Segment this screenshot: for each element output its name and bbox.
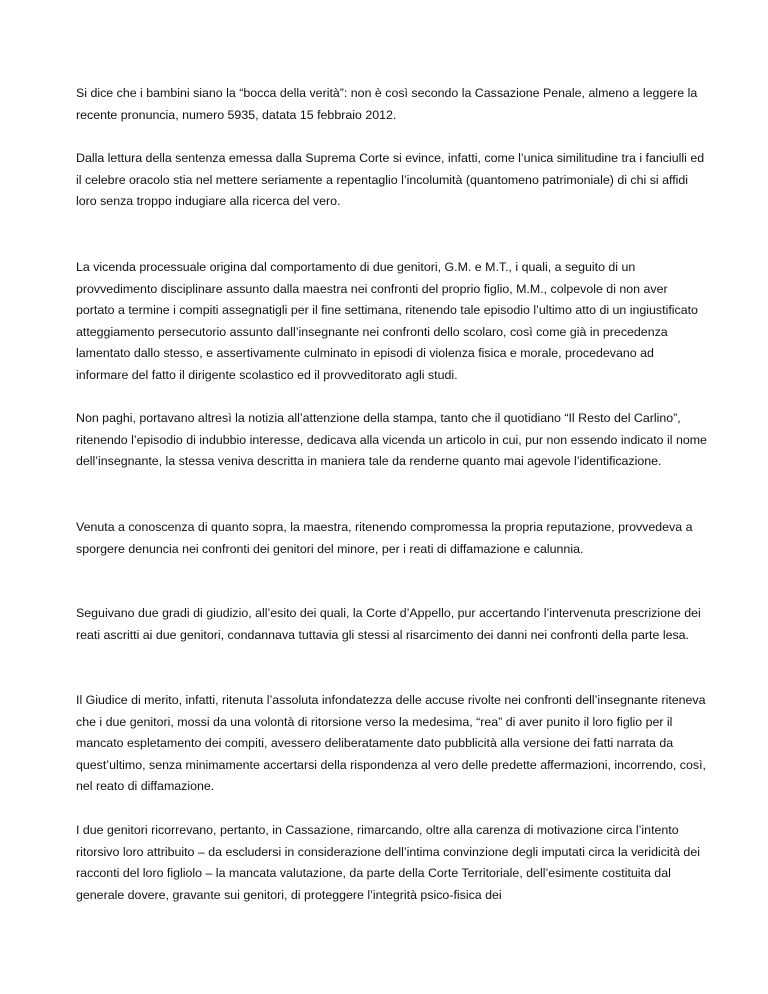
paragraph-8: I due genitori ricorrevano, pertanto, in Cassazione, rimarcando, oltre alla carenza di motivazione circa l’intento ritorsivo loro attribuito – da escludersi in considerazione dell’intima convinzione degli imputati circa la veridicità dei racconti del loro figliolo – la mancata valutazione, da parte della Corte Territoriale, dell’esimente costituita dal generale dovere, gravante sui genitori, di proteggere l’integrità psico-fisica dei: [76, 823, 700, 902]
paragraph-2: Dalla lettura della sentenza emessa dalla Suprema Corte si evince, infatti, come l’unica similitudine tra i fanciulli ed il celebre oracolo stia nel mettere seriamente a repentaglio l’incolumità (quantomeno patrimoniale) di chi si affidi loro senza troppo indugiare alla ricerca del vero.: [76, 151, 705, 208]
paragraph-3: La vicenda processuale origina dal comportamento di due genitori, G.M. e M.T., i quali, a seguito di un provvedimento disciplinare assunto dalla maestra nei confronti del proprio figlio, M.M., colpevole di non aver portato a termine i compiti assegnatigli per il fine settimana, ritenendo tale episodio l’ultimo atto di un ingiustificato atteggiamento persecutorio assunto dall’insegnante nei confronti dello scolaro, così come già in precedenza lamentato dallo stesso, e assertivamente culminato in episodi di violenza fisica e morale, procedevano ad informare del fatto il dirigente scolastico ed il provveditorato agli studi.: [76, 260, 698, 382]
paragraph-4: Non paghi, portavano altresì la notizia all’attenzione della stampa, tanto che il quotidiano “Il Resto del Carlino”, ritenendo l’episodio di indubbio interesse, dedicava alla vicenda un articolo in cui, pur non essendo indicato il nome dell’insegnante, la stessa veniva descritta in maniera tale da renderne quanto mai agevole l’identificazione.: [76, 411, 707, 468]
paragraph-6: Seguivano due gradi di giudizio, all’esito dei quali, la Corte d’Appello, pur accertando l’intervenuta prescrizione dei reati ascritti ai due genitori, condannava tuttavia gli stessi al risarcimento dei danni nei confronti della parte lesa.: [76, 606, 701, 642]
paragraph-7: Il Giudice di merito, infatti, ritenuta l’assoluta infondatezza delle accuse rivolte nei confronti dell’insegnante riteneva che i due genitori, mossi da una volontà di ritorsione verso la medesima, “rea” di aver punito il loro figlio per il mancato espletamento dei compiti, avessero deliberatamente dato pubblicità alla versione dei fatti narrata da quest’ultimo, senza minimamente accertarsi della rispondenza al vero delle predette affermazioni, incorrendo, così, nel reato di diffamazione.: [76, 693, 706, 793]
paragraph-1: Si dice che i bambini siano la “bocca della verità”: non è così secondo la Cassazione Penale, almeno a leggere la recente pronuncia, numero 5935, datata 15 febbraio 2012.: [76, 86, 698, 122]
paragraph-5: Venuta a conoscenza di quanto sopra, la maestra, ritenendo compromessa la propria reputazione, provvedeva a sporgere denuncia nei confronti dei genitori del minore, per i reati di diffamazione e calunnia.: [76, 520, 693, 556]
